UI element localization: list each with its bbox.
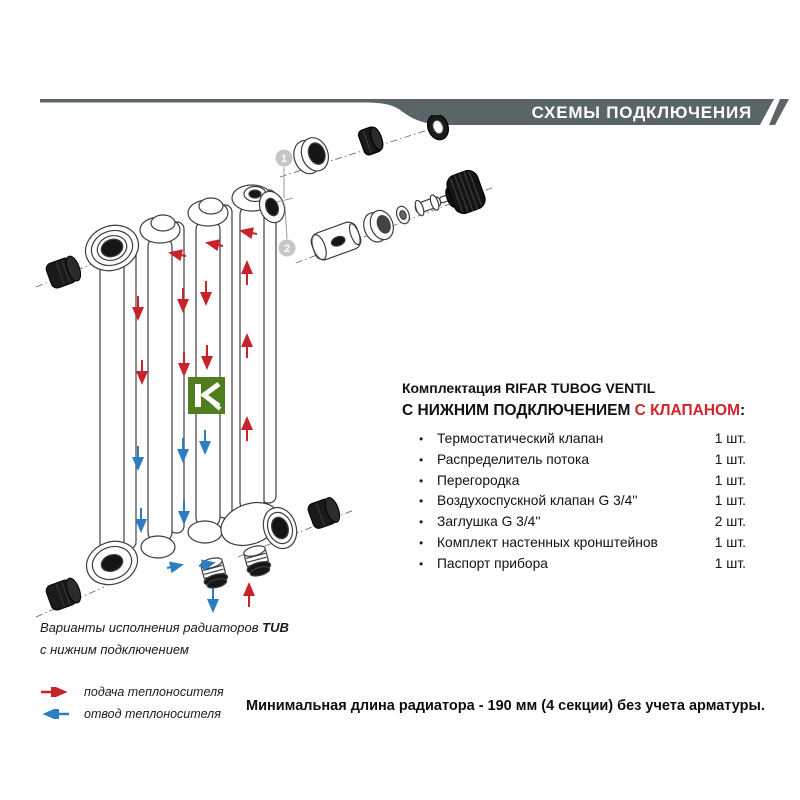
item-name: Перегородка xyxy=(437,472,520,488)
flow-legend xyxy=(38,681,224,725)
caption-line-1 xyxy=(40,617,289,639)
item-qty: 1 шт. xyxy=(714,472,746,488)
caption-text: Варианты исполнения радиаторов xyxy=(40,620,263,635)
item-qty: 1 шт. xyxy=(714,431,746,446)
parts-subtitle-black: С НИЖНИМ ПОДКЛЮЧЕНИЕМ xyxy=(402,402,635,419)
cap-top-left-icon xyxy=(45,254,84,289)
legend-supply xyxy=(38,681,224,703)
callout-1 xyxy=(276,150,293,167)
thermostatic-valve-parts xyxy=(309,168,488,263)
parts-items xyxy=(402,429,746,575)
parts-list xyxy=(402,379,746,575)
list-item xyxy=(402,450,746,471)
caption-model: TUB xyxy=(262,620,289,635)
list-item xyxy=(402,554,746,575)
item-name: Комплект настенных кронштейнов xyxy=(437,534,658,550)
cap-bottom-left-icon xyxy=(45,576,84,611)
item-name: Заглушка G 3/4'' xyxy=(437,514,541,530)
parts-subtitle xyxy=(402,400,746,421)
list-item xyxy=(402,512,746,533)
item-qty: 1 шт. xyxy=(714,451,746,467)
bullet-icon: • xyxy=(419,494,424,509)
bullet-icon: • xyxy=(419,556,424,571)
air-vent-parts xyxy=(289,115,452,177)
parts-subtitle-colon: : xyxy=(740,402,746,419)
item-qty: 1 шт. xyxy=(714,534,746,550)
arrow-left-icon xyxy=(38,709,72,719)
callout-2 xyxy=(279,240,296,257)
page-title: СХЕМЫ ПОДКЛЮЧЕНИЯ xyxy=(531,103,752,122)
callout-1-number: 1 xyxy=(280,153,288,165)
item-name: Термостатический клапан xyxy=(437,431,604,446)
legend-return xyxy=(38,703,224,725)
minimum-length-note: Минимальная длина радиатора - 190 мм (4 секции) без учета арматуры. xyxy=(246,698,765,714)
bullet-icon: • xyxy=(419,535,424,550)
bullet-icon: • xyxy=(419,515,424,530)
list-item xyxy=(402,429,746,450)
list-item xyxy=(402,491,746,512)
parts-subtitle-red: С КЛАПАНОМ xyxy=(634,402,740,419)
legend-supply-label: подача теплоносителя xyxy=(84,685,224,699)
bullet-icon: • xyxy=(419,473,424,488)
item-name: Паспорт прибора xyxy=(437,555,548,571)
item-name: Распределитель потока xyxy=(437,451,589,467)
parts-title: Комплектация RIFAR TUBOG VENTIL xyxy=(402,380,656,396)
list-item xyxy=(402,533,746,554)
caption-line-2: с нижним подключением xyxy=(40,642,189,657)
drawing-caption xyxy=(40,617,289,661)
arrow-right-icon xyxy=(38,687,72,697)
item-qty: 2 шт. xyxy=(714,514,746,530)
bullet-icon: • xyxy=(419,432,424,446)
header-bar-slash xyxy=(769,99,789,125)
item-name: Воздухоспускной клапан G 3/4'' xyxy=(437,493,638,509)
list-item xyxy=(402,471,746,492)
item-qty: 1 шт. xyxy=(714,555,746,571)
brand-k-icon xyxy=(188,377,225,414)
callout-2-number: 2 xyxy=(283,243,291,255)
bullet-icon: • xyxy=(419,452,424,467)
cap-bottom-right-icon xyxy=(306,496,342,530)
legend-return-label: отвод теплоносителя xyxy=(84,707,221,721)
item-qty: 1 шт. xyxy=(714,493,746,509)
